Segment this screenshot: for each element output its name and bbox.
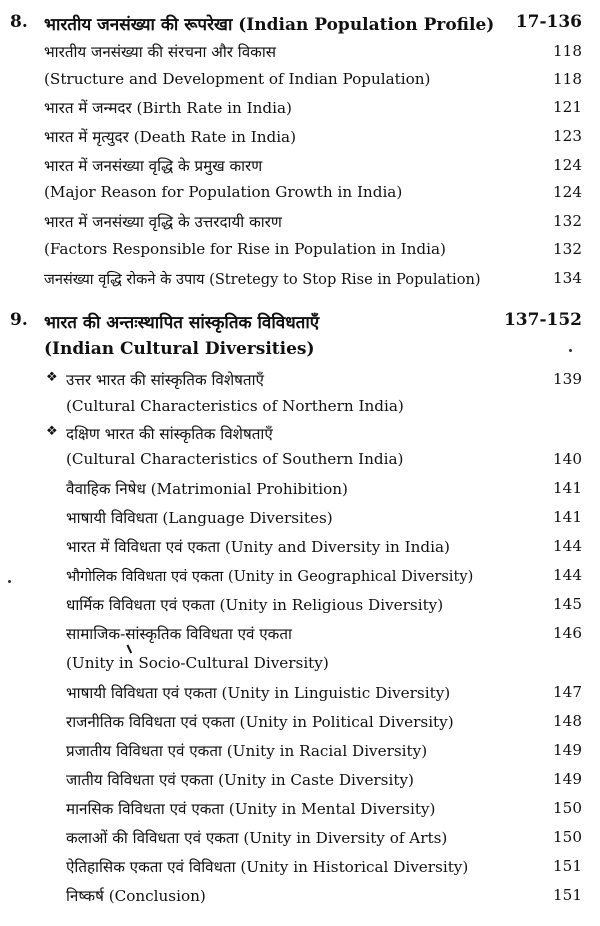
toc-entry [0, 595, 582, 621]
entry-text: भारत में मृत्युदर (Death Rate in India) [44, 128, 297, 146]
entry-text: भारत में जन्मदर (Birth Rate in India) [44, 99, 292, 117]
toc-entry [0, 799, 582, 825]
entry-page: 150 [553, 828, 582, 846]
entry-page: 150 [553, 799, 582, 817]
entry-page: 151 [553, 857, 582, 875]
toc-entry [0, 370, 582, 396]
toc-entry [0, 537, 582, 563]
entry-text: निष्कर्ष (Conclusion) [66, 887, 206, 905]
diamond-bullet-icon: ❖ [46, 370, 58, 385]
entry-text: (Unity in Socio-Cultural Diversity) [66, 654, 329, 672]
entry-text: भारत में विविधता एवं एकता (Unity and Diversity in India) [66, 538, 450, 556]
entry-text: धार्मिक विविधता एवं एकता (Unity in Religious Diversity) [66, 596, 444, 614]
entry-page: 151 [553, 886, 582, 904]
toc-entry [0, 828, 582, 854]
toc-entry [0, 712, 582, 738]
entry-page: 121 [553, 98, 582, 116]
entry-page: 118 [553, 70, 582, 88]
toc-entry [0, 886, 582, 912]
entry-text: जातीय विविधता एवं एकता (Unity in Caste Diversity) [66, 771, 414, 789]
entry-page: 141 [553, 508, 582, 526]
entry-text: भाषायी विविधता एवं एकता (Unity in Linguistic Diversity) [66, 684, 451, 702]
toc-entry [0, 269, 582, 295]
entry-text: ऐतिहासिक एकता एवं विविधता (Unity in Historical Diversity) [66, 858, 469, 876]
entry-text: राजनीतिक विविधता एवं एकता (Unity in Political Diversity) [66, 713, 454, 731]
entry-page: 140 [553, 450, 582, 468]
toc-entry [0, 70, 582, 96]
entry-page: 118 [553, 42, 582, 60]
chapter-number: 9. [10, 310, 28, 330]
toc-entry [0, 479, 582, 505]
toc-entry [0, 508, 582, 534]
toc-entry [0, 240, 582, 266]
chapter-page-range: 17-136 [515, 12, 582, 32]
toc-entry [0, 98, 582, 124]
toc-entry [0, 683, 582, 709]
toc-entry [0, 212, 582, 238]
entry-text: (Cultural Characteristics of Southern India) [66, 450, 404, 468]
diamond-bullet-icon: ❖ [46, 424, 58, 439]
entry-text: वैवाहिक निषेध (Matrimonial Prohibition) [66, 480, 348, 498]
entry-text: जनसंख्या वृद्धि रोकने के उपाय (Stretegy to Stop Rise in Population) [44, 271, 481, 288]
entry-text: उत्तर भारत की सांस्कृतिक विशेषताएँ [66, 371, 264, 389]
entry-text: (Major Reason for Population Growth in India) [44, 183, 403, 201]
entry-text: मानसिक विविधता एवं एकता (Unity in Mental Diversity) [66, 800, 436, 818]
entry-text: दक्षिण भारत की सांस्कृतिक विशेषताएँ [66, 425, 273, 443]
toc-entry [0, 156, 582, 182]
chapter-page-range: 137-152 [503, 310, 582, 330]
toc-entry [0, 424, 582, 450]
entry-text: (Factors Responsible for Rise in Population in India) [44, 240, 446, 258]
toc-entry [0, 127, 582, 153]
entry-text: भाषायी विविधता (Language Diversites) [66, 509, 333, 527]
entry-page: 132 [553, 240, 582, 258]
entry-page: 124 [553, 183, 582, 201]
entry-text: कलाओं की विविधता एवं एकता (Unity in Diversity of Arts) [66, 829, 448, 847]
entry-text: भौगोलिक विविधता एवं एकता (Unity in Geographical Diversity) [66, 568, 474, 585]
toc-entry [0, 857, 582, 883]
scan-speck [569, 349, 572, 352]
entry-page: 141 [553, 479, 582, 497]
entry-page: 144 [553, 566, 582, 584]
entry-page: 149 [553, 741, 582, 759]
entry-text: (Structure and Development of Indian Population) [44, 70, 431, 88]
entry-page: 146 [553, 624, 582, 642]
toc-entry [0, 397, 582, 423]
toc-entry [0, 624, 582, 650]
toc-entry [0, 42, 582, 68]
entry-page: 144 [553, 537, 582, 555]
entry-page: 147 [553, 683, 582, 701]
entry-page: 132 [553, 212, 582, 230]
entry-text: प्रजातीय विविधता एवं एकता (Unity in Racial Diversity) [66, 742, 428, 760]
toc-entry [0, 770, 582, 796]
entry-text: सामाजिक-सांस्कृतिक विविधता एवं एकता [66, 625, 292, 643]
entry-text: भारतीय जनसंख्या की संरचना और विकास [44, 43, 277, 61]
entry-page: 148 [553, 712, 582, 730]
chapter-subtitle: (Indian Cultural Diversities) [44, 339, 315, 359]
entry-text: (Cultural Characteristics of Northern India) [66, 397, 404, 415]
chapter-title: भारत की अन्तःस्थापित सांस्कृतिक विविधताएँ [44, 313, 320, 333]
entry-page: 124 [553, 156, 582, 174]
entry-text: भारत में जनसंख्या वृद्धि के उत्तरदायी कारण [44, 213, 282, 231]
toc-entry [0, 741, 582, 767]
toc-entry [0, 183, 582, 209]
scan-speck [8, 580, 11, 583]
entry-page: 123 [553, 127, 582, 145]
toc-entry [0, 450, 582, 476]
toc-entry [0, 566, 582, 592]
chapter-number: 8. [10, 12, 28, 32]
entry-page: 139 [553, 370, 582, 388]
chapter-title: भारतीय जनसंख्या की रूपरेखा (Indian Population Profile) [44, 15, 495, 35]
entry-page: 145 [553, 595, 582, 613]
entry-page: 149 [553, 770, 582, 788]
entry-page: 134 [553, 269, 582, 287]
toc-entry [0, 654, 582, 680]
entry-text: भारत में जनसंख्या वृद्धि के प्रमुख कारण [44, 157, 263, 175]
